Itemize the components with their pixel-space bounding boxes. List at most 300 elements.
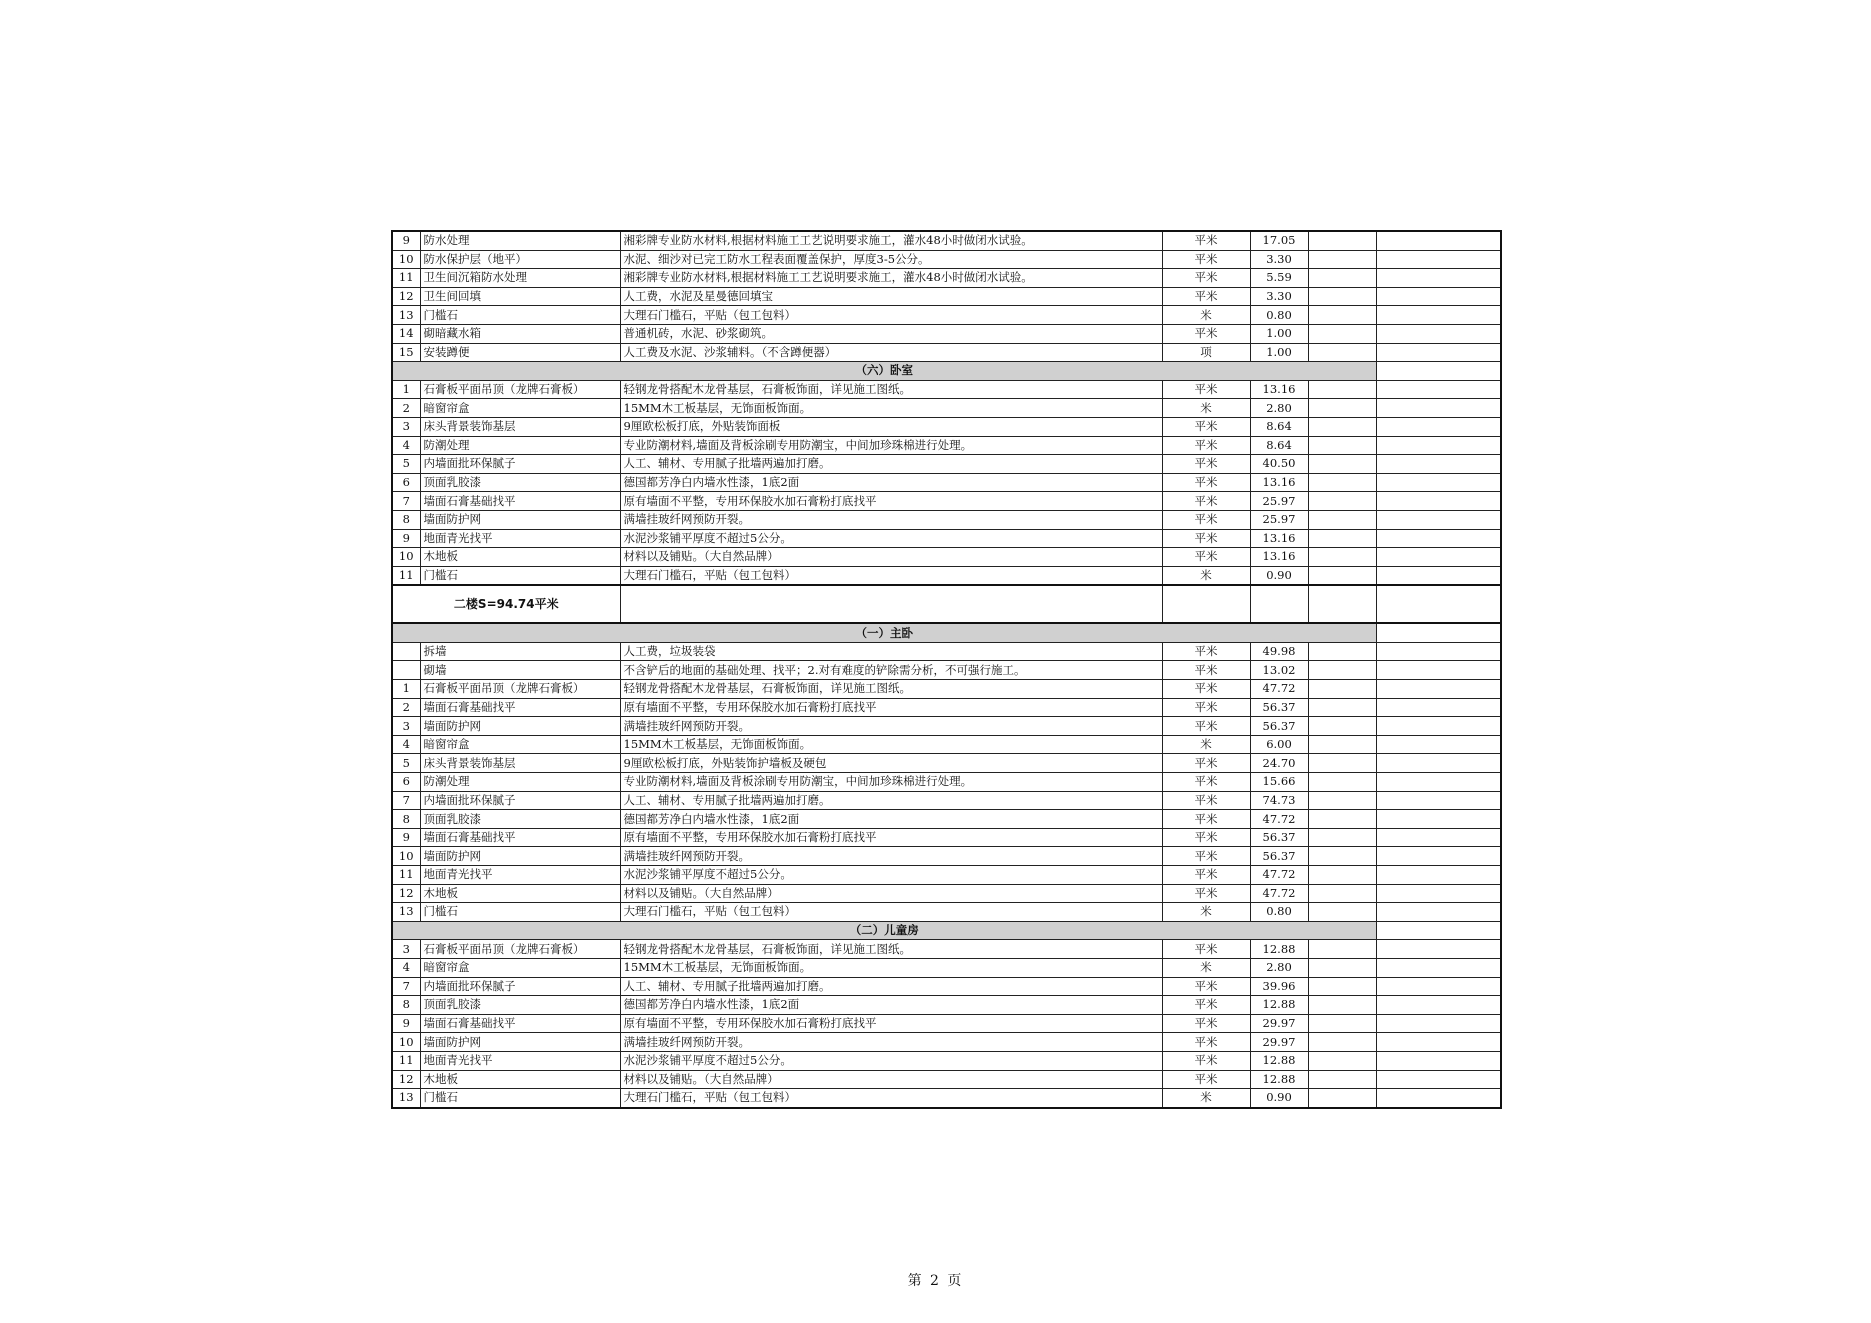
- item-name: 地面青光找平: [420, 529, 620, 548]
- table-row: [392, 417, 1501, 436]
- item-unit: 平米: [1162, 977, 1250, 996]
- item-unit: 米: [1162, 306, 1250, 325]
- item-unit: 平米: [1162, 1033, 1250, 1052]
- item-unit-price: [1308, 847, 1376, 866]
- table-row: [392, 717, 1501, 736]
- item-unit-price: [1308, 1089, 1376, 1108]
- item-unit-price: [1308, 343, 1376, 362]
- item-name: 床头背景装饰基层: [420, 417, 620, 436]
- item-total: [1376, 958, 1501, 977]
- table-row: [392, 343, 1501, 362]
- item-description: 15MM木工板基层，无饰面板饰面。: [620, 735, 1162, 754]
- item-description: 满墙挂玻纤网预防开裂。: [620, 717, 1162, 736]
- item-unit: 平米: [1162, 436, 1250, 455]
- item-name: 墙面石膏基础找平: [420, 698, 620, 717]
- item-unit: 平米: [1162, 754, 1250, 773]
- item-total: [1376, 717, 1501, 736]
- item-total: [1376, 735, 1501, 754]
- item-quantity: 24.70: [1250, 754, 1308, 773]
- item-name: 防潮处理: [420, 773, 620, 792]
- item-unit-price: [1308, 231, 1376, 250]
- item-number: 15: [392, 343, 420, 362]
- item-name: 门槛石: [420, 1089, 620, 1108]
- item-name: 墙面防护网: [420, 1033, 620, 1052]
- item-quantity: 5.59: [1250, 269, 1308, 288]
- item-quantity: 13.02: [1250, 661, 1308, 680]
- section-title: （六）卧室: [392, 362, 1376, 381]
- table-row: [392, 492, 1501, 511]
- item-quantity: 12.88: [1250, 1070, 1308, 1089]
- item-number: 14: [392, 324, 420, 343]
- item-total: [1376, 661, 1501, 680]
- table-row: [392, 642, 1501, 661]
- item-number: 9: [392, 529, 420, 548]
- table-row: [392, 231, 1501, 250]
- item-total: [1376, 977, 1501, 996]
- table-row: [392, 810, 1501, 829]
- item-unit-price: [1308, 828, 1376, 847]
- section-title: （一）主卧: [392, 623, 1376, 642]
- item-quantity: 56.37: [1250, 717, 1308, 736]
- item-total: [1376, 773, 1501, 792]
- item-number: 10: [392, 548, 420, 567]
- item-number: 11: [392, 1051, 420, 1070]
- item-name: 内墙面批环保腻子: [420, 977, 620, 996]
- item-total: [1376, 1033, 1501, 1052]
- item-description: 满墙挂玻纤网预防开裂。: [620, 1033, 1162, 1052]
- floor-price-cell: [1308, 585, 1376, 623]
- item-total: [1376, 306, 1501, 325]
- item-total: [1376, 1070, 1501, 1089]
- table-row: [392, 1014, 1501, 1033]
- section-header-row: [392, 623, 1501, 642]
- item-name: 顶面乳胶漆: [420, 473, 620, 492]
- table-row: [392, 996, 1501, 1015]
- item-total: [1376, 324, 1501, 343]
- item-unit: 平米: [1162, 791, 1250, 810]
- item-unit: 平米: [1162, 1051, 1250, 1070]
- item-description: 轻钢龙骨搭配木龙骨基层，石膏板饰面，详见施工图纸。: [620, 380, 1162, 399]
- item-unit-price: [1308, 996, 1376, 1015]
- item-unit-price: [1308, 1033, 1376, 1052]
- table-row: [392, 1033, 1501, 1052]
- item-number: 9: [392, 1014, 420, 1033]
- item-total: [1376, 492, 1501, 511]
- item-quantity: 13.16: [1250, 380, 1308, 399]
- item-name: 暗窗帘盒: [420, 958, 620, 977]
- item-total: [1376, 1014, 1501, 1033]
- item-unit-price: [1308, 680, 1376, 699]
- item-description: 湘彩牌专业防水材料,根据材料施工工艺说明要求施工，灌水48小时做闭水试验。: [620, 231, 1162, 250]
- item-unit-price: [1308, 455, 1376, 474]
- item-quantity: 8.64: [1250, 436, 1308, 455]
- item-name: 石膏板平面吊顶（龙牌石膏板）: [420, 940, 620, 959]
- table-row: [392, 473, 1501, 492]
- item-quantity: 15.66: [1250, 773, 1308, 792]
- item-total: [1376, 231, 1501, 250]
- item-name: 墙面石膏基础找平: [420, 828, 620, 847]
- item-quantity: 56.37: [1250, 698, 1308, 717]
- item-name: 门槛石: [420, 306, 620, 325]
- quotation-table-body: [392, 231, 1501, 1108]
- item-unit-price: [1308, 417, 1376, 436]
- item-number: 13: [392, 903, 420, 922]
- item-quantity: 0.90: [1250, 1089, 1308, 1108]
- item-name: 石膏板平面吊顶（龙牌石膏板）: [420, 380, 620, 399]
- item-number: 10: [392, 250, 420, 269]
- item-total: [1376, 380, 1501, 399]
- item-description: 9厘欧松板打底，外贴装饰面板: [620, 417, 1162, 436]
- page-number: 第 2 页: [907, 1273, 964, 1289]
- item-number: 3: [392, 940, 420, 959]
- item-name: 卫生间回填: [420, 287, 620, 306]
- table-row: [392, 698, 1501, 717]
- item-number: 4: [392, 735, 420, 754]
- item-number: 10: [392, 1033, 420, 1052]
- item-name: 地面青光找平: [420, 1051, 620, 1070]
- item-total: [1376, 791, 1501, 810]
- item-number: 1: [392, 680, 420, 699]
- item-description: 人工费及水泥、沙浆辅料。（不含蹲便器）: [620, 343, 1162, 362]
- table-row: [392, 1089, 1501, 1108]
- item-unit-price: [1308, 399, 1376, 418]
- item-description: 人工、辅材、专用腻子批墙两遍加打磨。: [620, 455, 1162, 474]
- table-row: [392, 436, 1501, 455]
- table-row: [392, 1070, 1501, 1089]
- item-unit: 平米: [1162, 866, 1250, 885]
- item-number: 6: [392, 773, 420, 792]
- item-unit: 平米: [1162, 642, 1250, 661]
- item-unit-price: [1308, 866, 1376, 885]
- table-row: [392, 548, 1501, 567]
- item-number: 2: [392, 698, 420, 717]
- item-description: 材料以及铺贴。（大自然品牌）: [620, 1070, 1162, 1089]
- item-total: [1376, 287, 1501, 306]
- item-quantity: 47.72: [1250, 810, 1308, 829]
- item-unit-price: [1308, 884, 1376, 903]
- item-number: 2: [392, 399, 420, 418]
- item-name: 木地板: [420, 884, 620, 903]
- item-description: 大理石门槛石，平贴（包工包料）: [620, 566, 1162, 585]
- item-name: 拆墙: [420, 642, 620, 661]
- table-row: [392, 773, 1501, 792]
- item-unit-price: [1308, 977, 1376, 996]
- item-number: 13: [392, 1089, 420, 1108]
- item-total: [1376, 680, 1501, 699]
- item-number: 9: [392, 828, 420, 847]
- item-quantity: 1.00: [1250, 324, 1308, 343]
- table-row: [392, 566, 1501, 585]
- item-unit: 平米: [1162, 717, 1250, 736]
- item-total: [1376, 642, 1501, 661]
- item-quantity: 49.98: [1250, 642, 1308, 661]
- item-quantity: 25.97: [1250, 492, 1308, 511]
- item-name: 墙面防护网: [420, 510, 620, 529]
- item-quantity: 2.80: [1250, 958, 1308, 977]
- item-number: 7: [392, 977, 420, 996]
- section-header-row: [392, 362, 1501, 381]
- item-unit-price: [1308, 287, 1376, 306]
- table-row: [392, 754, 1501, 773]
- table-row: [392, 680, 1501, 699]
- item-unit: 米: [1162, 1089, 1250, 1108]
- item-unit-price: [1308, 698, 1376, 717]
- item-unit-price: [1308, 773, 1376, 792]
- item-total: [1376, 866, 1501, 885]
- table-row: [392, 958, 1501, 977]
- item-number: 12: [392, 287, 420, 306]
- floor-desc-cell: [620, 585, 1162, 623]
- table-row: [392, 661, 1501, 680]
- item-unit-price: [1308, 529, 1376, 548]
- item-total: [1376, 810, 1501, 829]
- item-number: [392, 661, 420, 680]
- item-unit: 平米: [1162, 548, 1250, 567]
- item-total: [1376, 529, 1501, 548]
- item-total: [1376, 566, 1501, 585]
- item-number: 1: [392, 380, 420, 399]
- item-description: 大理石门槛石，平贴（包工包料）: [620, 1089, 1162, 1108]
- table-row: [392, 455, 1501, 474]
- item-name: 砌暗藏水箱: [420, 324, 620, 343]
- item-quantity: 3.30: [1250, 287, 1308, 306]
- item-number: 8: [392, 996, 420, 1015]
- item-name: 内墙面批环保腻子: [420, 455, 620, 474]
- item-unit-price: [1308, 661, 1376, 680]
- item-number: 10: [392, 847, 420, 866]
- item-number: 12: [392, 884, 420, 903]
- item-description: 水泥沙浆铺平厚度不超过5公分。: [620, 866, 1162, 885]
- table-row: [392, 380, 1501, 399]
- item-description: 德国都芳净白内墙水性漆，1底2面: [620, 810, 1162, 829]
- table-row: [392, 306, 1501, 325]
- item-name: 暗窗帘盒: [420, 399, 620, 418]
- item-name: 墙面石膏基础找平: [420, 492, 620, 511]
- item-number: 13: [392, 306, 420, 325]
- item-name: 墙面石膏基础找平: [420, 1014, 620, 1033]
- item-number: 11: [392, 269, 420, 288]
- table-row: [392, 791, 1501, 810]
- item-description: 满墙挂玻纤网预防开裂。: [620, 510, 1162, 529]
- item-unit: 平米: [1162, 417, 1250, 436]
- item-description: 材料以及铺贴。（大自然品牌）: [620, 548, 1162, 567]
- item-description: 普通机砖，水泥、砂浆砌筑。: [620, 324, 1162, 343]
- item-unit: 平米: [1162, 996, 1250, 1015]
- item-name: 防潮处理: [420, 436, 620, 455]
- item-unit-price: [1308, 566, 1376, 585]
- table-row: [392, 903, 1501, 922]
- item-name: 木地板: [420, 548, 620, 567]
- item-description: 湘彩牌专业防水材料,根据材料施工工艺说明要求施工，灌水48小时做闭水试验。: [620, 269, 1162, 288]
- item-total: [1376, 847, 1501, 866]
- item-quantity: 47.72: [1250, 866, 1308, 885]
- floor-qty-cell: [1250, 585, 1308, 623]
- item-unit: 平米: [1162, 773, 1250, 792]
- item-number: 9: [392, 231, 420, 250]
- item-unit: 平米: [1162, 940, 1250, 959]
- item-name: 石膏板平面吊顶（龙牌石膏板）: [420, 680, 620, 699]
- item-unit: 平米: [1162, 231, 1250, 250]
- item-total: [1376, 828, 1501, 847]
- item-quantity: 3.30: [1250, 250, 1308, 269]
- item-name: 墙面防护网: [420, 847, 620, 866]
- item-name: 顶面乳胶漆: [420, 996, 620, 1015]
- item-total: [1376, 436, 1501, 455]
- item-unit-price: [1308, 903, 1376, 922]
- item-quantity: 17.05: [1250, 231, 1308, 250]
- item-quantity: 12.88: [1250, 940, 1308, 959]
- item-description: 15MM木工板基层，无饰面板饰面。: [620, 958, 1162, 977]
- table-row: [392, 866, 1501, 885]
- item-unit: 平米: [1162, 529, 1250, 548]
- item-total: [1376, 996, 1501, 1015]
- item-total: [1376, 473, 1501, 492]
- table-row: [392, 510, 1501, 529]
- item-total: [1376, 903, 1501, 922]
- item-quantity: 56.37: [1250, 828, 1308, 847]
- item-description: 原有墙面不平整，专用环保胶水加石膏粉打底找平: [620, 1014, 1162, 1033]
- item-total: [1376, 754, 1501, 773]
- item-total: [1376, 510, 1501, 529]
- item-name: 防水保护层（地平）: [420, 250, 620, 269]
- item-total: [1376, 884, 1501, 903]
- item-unit: 平米: [1162, 492, 1250, 511]
- item-description: 人工、辅材、专用腻子批墙两遍加打磨。: [620, 977, 1162, 996]
- item-number: 7: [392, 791, 420, 810]
- item-name: 顶面乳胶漆: [420, 810, 620, 829]
- item-unit-price: [1308, 940, 1376, 959]
- item-number: 4: [392, 436, 420, 455]
- section-header-row: [392, 921, 1501, 940]
- item-unit: 米: [1162, 958, 1250, 977]
- item-unit-price: [1308, 250, 1376, 269]
- table-row: [392, 250, 1501, 269]
- table-row: [392, 324, 1501, 343]
- item-quantity: 13.16: [1250, 529, 1308, 548]
- item-total: [1376, 1089, 1501, 1108]
- item-unit: 平米: [1162, 698, 1250, 717]
- item-quantity: 0.80: [1250, 306, 1308, 325]
- item-total: [1376, 548, 1501, 567]
- item-unit: 平米: [1162, 1070, 1250, 1089]
- item-unit: 平米: [1162, 1014, 1250, 1033]
- item-unit: 米: [1162, 566, 1250, 585]
- item-number: 5: [392, 754, 420, 773]
- item-quantity: 0.90: [1250, 566, 1308, 585]
- item-name: 木地板: [420, 1070, 620, 1089]
- item-name: 门槛石: [420, 566, 620, 585]
- item-total: [1376, 250, 1501, 269]
- item-number: 11: [392, 866, 420, 885]
- item-number: 4: [392, 958, 420, 977]
- item-unit: 米: [1162, 903, 1250, 922]
- item-unit-price: [1308, 380, 1376, 399]
- item-name: 墙面防护网: [420, 717, 620, 736]
- item-name: 内墙面批环保腻子: [420, 791, 620, 810]
- item-description: 人工费，水泥及星曼德回填宝: [620, 287, 1162, 306]
- item-quantity: 1.00: [1250, 343, 1308, 362]
- item-description: 德国都芳净白内墙水性漆，1底2面: [620, 996, 1162, 1015]
- item-description: 水泥沙浆铺平厚度不超过5公分。: [620, 529, 1162, 548]
- section-title: （二）儿童房: [392, 921, 1376, 940]
- item-name: 安装蹲便: [420, 343, 620, 362]
- item-unit: 平米: [1162, 380, 1250, 399]
- item-number: 5: [392, 455, 420, 474]
- item-unit-price: [1308, 642, 1376, 661]
- item-quantity: 13.16: [1250, 473, 1308, 492]
- item-total: [1376, 399, 1501, 418]
- item-quantity: 29.97: [1250, 1033, 1308, 1052]
- item-quantity: 6.00: [1250, 735, 1308, 754]
- floor-header-row: [392, 585, 1501, 623]
- item-unit-price: [1308, 548, 1376, 567]
- floor-total-cell: [1376, 585, 1501, 623]
- item-description: 原有墙面不平整，专用环保胶水加石膏粉打底找平: [620, 698, 1162, 717]
- item-unit: 平米: [1162, 250, 1250, 269]
- item-description: 轻钢龙骨搭配木龙骨基层，石膏板饰面，详见施工图纸。: [620, 680, 1162, 699]
- item-quantity: 74.73: [1250, 791, 1308, 810]
- item-name: 防水处理: [420, 231, 620, 250]
- item-unit: 平米: [1162, 324, 1250, 343]
- item-unit-price: [1308, 492, 1376, 511]
- item-description: 人工费，垃圾装袋: [620, 642, 1162, 661]
- item-unit: 平米: [1162, 510, 1250, 529]
- item-quantity: 47.72: [1250, 680, 1308, 699]
- item-quantity: 13.16: [1250, 548, 1308, 567]
- item-unit: 平米: [1162, 661, 1250, 680]
- item-unit-price: [1308, 791, 1376, 810]
- item-number: 7: [392, 492, 420, 511]
- quotation-table: [391, 230, 1502, 1109]
- table-row: [392, 940, 1501, 959]
- item-name: 地面青光找平: [420, 866, 620, 885]
- item-unit: 平米: [1162, 269, 1250, 288]
- item-unit-price: [1308, 510, 1376, 529]
- item-quantity: 12.88: [1250, 996, 1308, 1015]
- item-number: 8: [392, 810, 420, 829]
- item-name: 砌墙: [420, 661, 620, 680]
- item-description: 水泥、细沙对已完工防水工程表面覆盖保护，厚度3-5公分。: [620, 250, 1162, 269]
- section-blank-cell: [1376, 623, 1501, 642]
- item-number: [392, 642, 420, 661]
- item-description: 不含铲后的地面的基础处理、找平；2.对有难度的铲除需分析，不可强行施工。: [620, 661, 1162, 680]
- item-quantity: 2.80: [1250, 399, 1308, 418]
- table-row: [392, 287, 1501, 306]
- item-unit-price: [1308, 717, 1376, 736]
- item-number: 11: [392, 566, 420, 585]
- table-row: [392, 977, 1501, 996]
- table-row: [392, 399, 1501, 418]
- item-number: 8: [392, 510, 420, 529]
- item-description: 水泥沙浆铺平厚度不超过5公分。: [620, 1051, 1162, 1070]
- item-unit-price: [1308, 735, 1376, 754]
- item-description: 原有墙面不平整，专用环保胶水加石膏粉打底找平: [620, 492, 1162, 511]
- item-total: [1376, 269, 1501, 288]
- item-total: [1376, 940, 1501, 959]
- table-row: [392, 828, 1501, 847]
- item-name: 床头背景装饰基层: [420, 754, 620, 773]
- item-quantity: 39.96: [1250, 977, 1308, 996]
- table-row: [392, 847, 1501, 866]
- item-unit: 平米: [1162, 287, 1250, 306]
- item-description: 9厘欧松板打底，外贴装饰护墙板及硬包: [620, 754, 1162, 773]
- item-unit-price: [1308, 1051, 1376, 1070]
- item-quantity: 56.37: [1250, 847, 1308, 866]
- item-unit-price: [1308, 810, 1376, 829]
- item-unit-price: [1308, 269, 1376, 288]
- item-quantity: 40.50: [1250, 455, 1308, 474]
- table-row: [392, 529, 1501, 548]
